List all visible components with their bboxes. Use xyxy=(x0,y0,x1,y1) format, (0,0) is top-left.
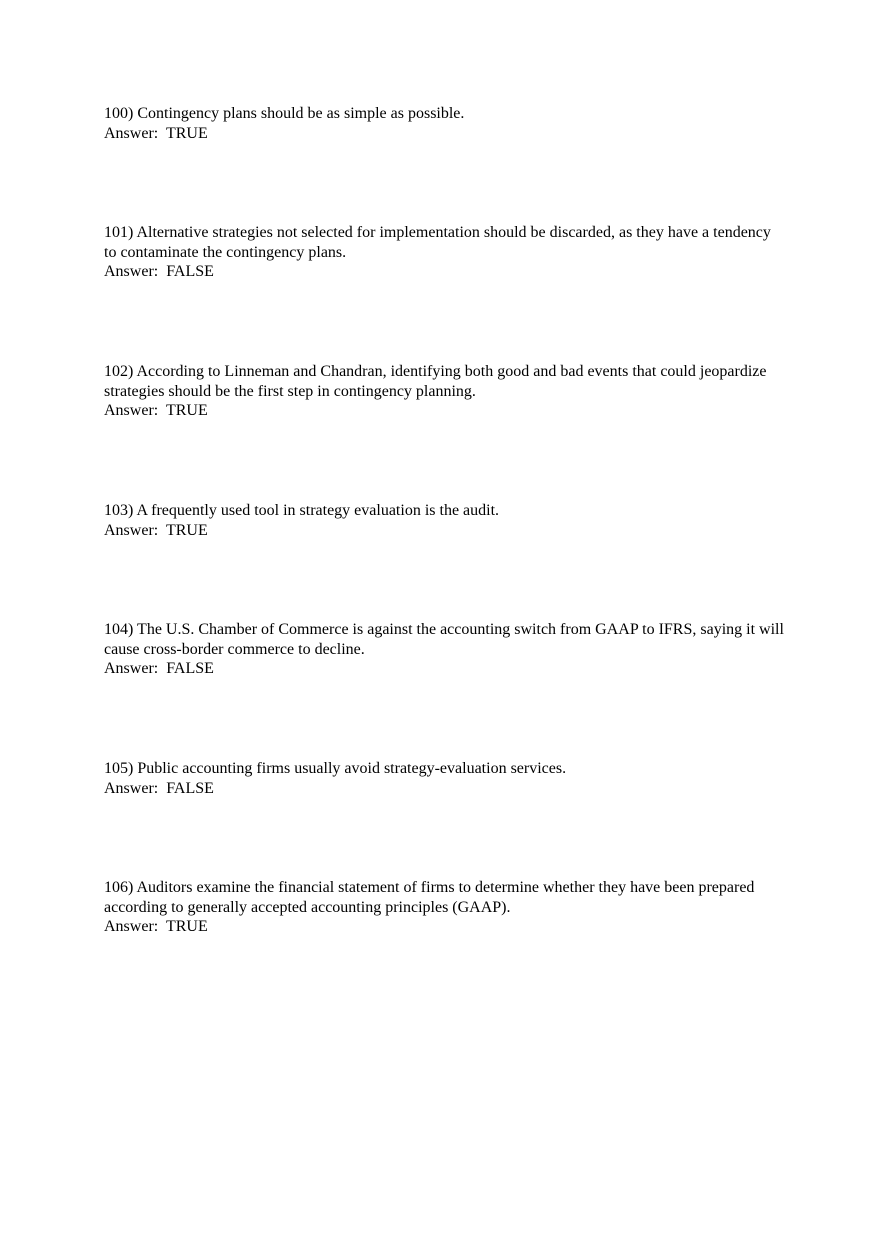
question-item xyxy=(104,878,784,937)
question-text: 100) Contingency plans should be as simple as possible. xyxy=(104,105,465,122)
answer-value: TRUE xyxy=(165,521,208,539)
answer-value: FALSE xyxy=(166,660,214,677)
question-text: 101) Alternative strategies not selected for implementation should be discarded, as they have a tendency to contaminate the contingency plans. xyxy=(104,224,771,261)
question-item xyxy=(104,620,784,679)
answer-label: Answer: xyxy=(104,402,159,419)
answer-label: Answer: xyxy=(104,263,159,280)
answer-label: Answer: xyxy=(104,521,159,539)
question-text: 103) A frequently used tool in strategy evaluation is the audit. xyxy=(104,502,500,519)
answer-line xyxy=(104,779,784,799)
question-text: 102) According to Linneman and Chandran, identifying both good and bad events that could jeopardize strategies should be the first step in contingency planning. xyxy=(104,363,767,400)
answer-label: Answer: xyxy=(104,660,159,677)
answer-value: TRUE xyxy=(165,124,208,142)
answer-line xyxy=(104,124,784,144)
answer-label: Answer: xyxy=(104,779,159,797)
answer-value: FALSE xyxy=(166,263,214,280)
answer-label: Answer: xyxy=(104,124,159,142)
question-text: 104) The U.S. Chamber of Commerce is against the accounting switch from GAAP to IFRS, saying it will cause cross-border commerce to decline. xyxy=(104,621,784,658)
question-item xyxy=(104,104,784,143)
answer-value: TRUE xyxy=(165,918,208,935)
question-item xyxy=(104,501,784,540)
answer-line xyxy=(104,401,784,421)
question-item xyxy=(104,362,784,421)
question-item xyxy=(104,759,784,798)
answer-line xyxy=(104,659,784,679)
question-text: 105) Public accounting firms usually avoid strategy-evaluation services. xyxy=(104,760,567,777)
answer-value: TRUE xyxy=(165,402,208,419)
answer-line xyxy=(104,262,784,282)
answer-value: FALSE xyxy=(166,779,214,797)
question-item xyxy=(104,223,784,282)
question-text: 106) Auditors examine the financial statement of firms to determine whether they have been prepared according to generally accepted accounting principles (GAAP). xyxy=(104,879,755,916)
answer-line xyxy=(104,917,784,937)
answer-label: Answer: xyxy=(104,918,159,935)
answer-line xyxy=(104,521,784,541)
